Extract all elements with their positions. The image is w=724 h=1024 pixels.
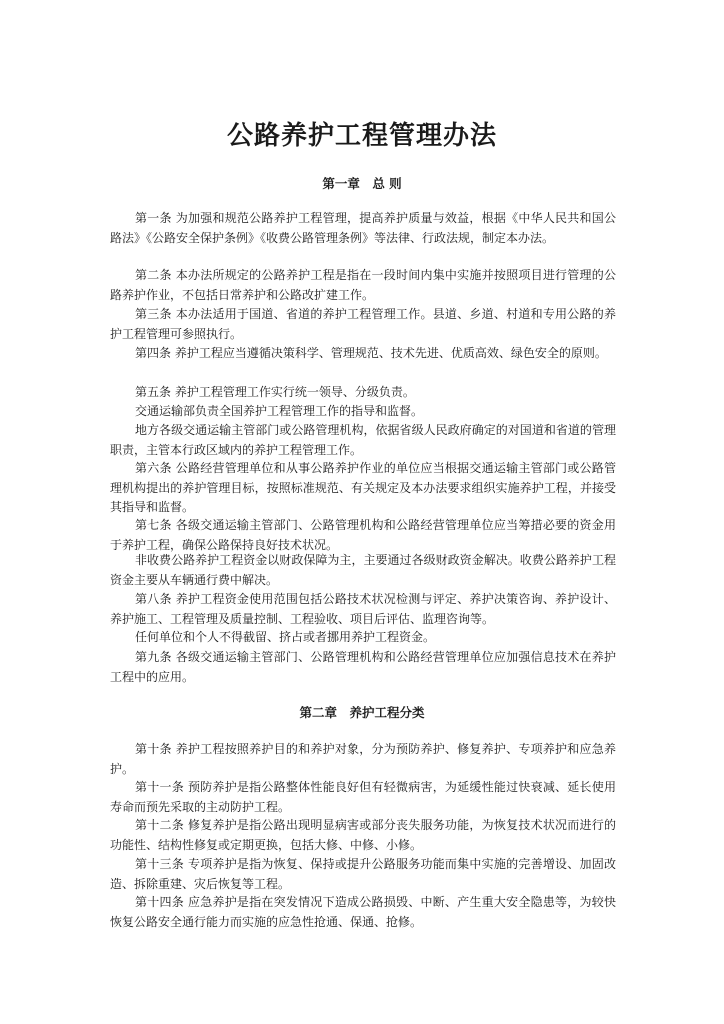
article-5-clause-1: 交通运输部负责全国养护工程管理工作的指导和监督。 [135, 404, 424, 418]
article-7: 第七条 各级交通运输主管部门、公路管理机构和公路经营管理单位应当筹措必要的资金用于养护工程，确保公路保持良好技术状况。 [110, 518, 616, 552]
article-10: 第十条 养护工程按照养护目的和养护对象，分为预防养护、修复养护、专项养护和应急养护。 [110, 742, 616, 776]
article-2: 第二条 本办法所规定的公路养护工程是指在一段时间内集中实施并按照项目进行管理的公路养护作业，不包括日常养护和公路改扩建工作。 [110, 268, 616, 302]
article-14: 第十四条 应急养护是指在突发情况下造成公路损毁、中断、产生重大安全隐患等，为较快恢复公路安全通行能力而实施的应急性抢通、保通、抢修。 [110, 895, 616, 929]
article-6: 第六条 公路经营管理单位和从事公路养护作业的单位应当根据交通运输主管部门或公路管理机构提出的养护管理目标，按照标准规范、有关规定及本办法要求组织实施养护工程，并接受其指导和监督。 [110, 461, 616, 514]
article-7-clause: 非收费公路养护工程资金以财政保障为主，主要通过各级财政资金解决。收费公路养护工程资金主要从车辆通行费中解决。 [110, 553, 616, 587]
article-5-clause-2: 地方各级交通运输主管部门或公路管理机构，依据省级人民政府确定的对国道和省道的管理职责，主管本行政区域内的养护工程管理工作。 [110, 423, 616, 457]
chapter-2-heading: 第二章 养护工程分类 [299, 705, 425, 720]
article-13: 第十三条 专项养护是指为恢复、保持或提升公路服务功能而集中实施的完善增设、加固改造、拆除重建、灾后恢复等工程。 [110, 857, 616, 891]
article-5: 第五条 养护工程管理工作实行统一领导、分级负责。 [135, 385, 415, 399]
article-8: 第八条 养护工程资金使用范围包括公路技术状况检测与评定、养护决策咨询、养护设计、养护施工、工程管理及质量控制、工程验收、项目后评估、监理咨询等。 [110, 592, 616, 626]
article-3: 第三条 本办法适用于国道、省道的养护工程管理工作。县道、乡道、村道和专用公路的养护工程管理可参照执行。 [110, 307, 616, 341]
article-9: 第九条 各级交通运输主管部门、公路管理机构和公路经营管理单位应加强信息技术在养护工程中的应用。 [110, 650, 616, 684]
chapter-1-heading: 第一章 总 则 [322, 176, 402, 191]
article-8-clause: 任何单位和个人不得截留、挤占或者挪用养护工程资金。 [135, 630, 436, 644]
article-1: 第一条 为加强和规范公路养护工程管理，提高养护质量与效益，根据《中华人民共和国公路法》《公路安全保护条例》《收费公路管理条例》等法律、行政法规，制定本办法。 [110, 211, 616, 245]
article-11: 第十一条 预防养护是指公路整体性能良好但有轻微病害，为延缓性能过快衰减、延长使用寿命而预先采取的主动防护工程。 [110, 780, 616, 814]
article-4: 第四条 养护工程应当遵循决策科学、管理规范、技术先进、优质高效、绿色安全的原则。 [135, 346, 607, 360]
article-12: 第十二条 修复养护是指公路出现明显病害或部分丧失服务功能，为恢复技术状况而进行的功能性、结构性修复或定期更换，包括大修、中修、小修。 [110, 818, 616, 852]
document-title: 公路养护工程管理办法 [226, 121, 497, 151]
